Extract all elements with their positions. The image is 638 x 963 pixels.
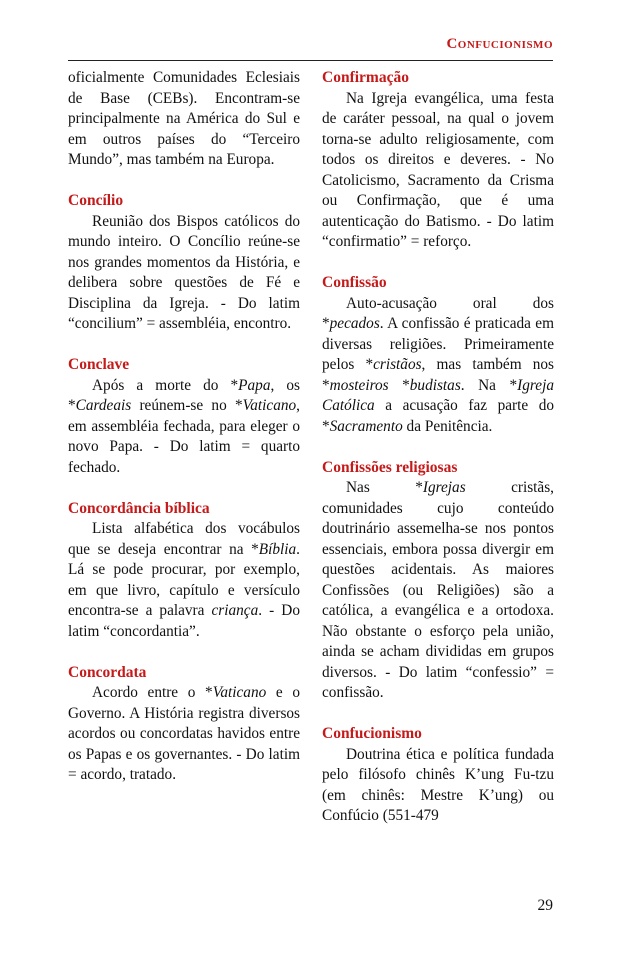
left-column <box>68 68 300 806</box>
right-column <box>322 68 554 847</box>
entry-continuation <box>68 68 300 171</box>
definition-text: Acordo entre o *Vaticano e o Governo. A História registra diversos acordos ou concordatas havidos entre os Papas e os governantes. - Do latim = acordo, tratado. <box>68 684 300 783</box>
header-rule <box>68 60 553 61</box>
definition-text: Doutrina ética e política fundada pelo filósofo chinês K’ung Fu-tzu (em chinês: Mestre K’ung) ou Confúcio (551-479 <box>322 745 554 824</box>
entry-term: Confissões religiosas <box>322 458 458 476</box>
definition-text: oficialmente Comunidades Eclesiais de Base (CEBs). Encontram-se principalmente na América do Sul e em outros países do “Terceiro Mundo”, mas também na Europa. <box>68 69 300 168</box>
definition-text: Nas *Igrejas cristãs, comunidades cujo conteúdo doutrinário assemelha-se nos pontos essenciais, embora possa divergir em questões acidentais. As maiores Confissões (ou Religiões) são a católica, a evangélica e a ortodoxa. Não obstante o esforço pela união, ainda se acham divididas em grupos diversos. - Do latim “confessio” = confissão. <box>322 479 554 701</box>
entry-term: Confirmação <box>322 69 409 86</box>
definition-text: Na Igreja evangélica, uma festa de caráter pessoal, na qual o jovem torna-se adulto religiosamente, com todos os direitos e deveres. - No Catolicismo, Sacramento da Crisma ou Confirmação, que é uma autenticação do Batismo. - Do latim “confirmatio” = reforço. <box>322 89 554 250</box>
entry-concordancia-biblica <box>68 499 300 643</box>
definition-text: Lista alfabética dos vocábulos que se deseja encontrar na *Bíblia. Lá se pode procurar, por exemplo, em que livro, capítulo e versículo encontra-se a palavra criança. - Do latim “concordantia”. <box>68 520 301 640</box>
cross-reference: cristãos <box>373 356 422 373</box>
entry-concordata <box>68 663 300 786</box>
cross-reference: budistas <box>409 376 461 394</box>
cross-reference: Papa <box>238 376 271 394</box>
entry-term: Concordata <box>68 663 147 681</box>
cross-reference: Bíblia <box>258 540 297 558</box>
cross-reference: Igreja Católica <box>322 376 554 414</box>
entry-term: Confucionismo <box>322 725 422 742</box>
cross-reference: pecados <box>329 315 380 332</box>
cross-reference: Vaticano <box>212 684 267 701</box>
page-number: 29 <box>537 897 553 914</box>
entry-conclave <box>68 355 300 478</box>
entry-confucionismo <box>322 724 554 827</box>
cross-reference: mosteiros <box>329 376 389 394</box>
cross-reference: Igrejas <box>422 479 466 496</box>
entry-term: Conclave <box>68 356 130 373</box>
entry-term: Concílio <box>68 192 124 209</box>
definition-text: Reunião dos Bispos católicos do mundo inteiro. O Concílio reúne-se nos grandes momentos da História, e delibera sobre questões de Fé e Disciplina da Igreja. - Do latim “concilium” = assembléia, encontro. <box>68 212 300 332</box>
cross-reference: Cardeais <box>75 397 132 414</box>
entry-confirmacao <box>322 68 554 253</box>
entry-confissoes-religiosas <box>322 458 554 704</box>
definition-text: Auto-acusação oral dos *pecados. A confissão é praticada em diversas religiões. Primeiramente pelos *cristãos, mas também nos *mosteiros *budistas. Na *Igreja Católica a acusação faz parte do *Sacramento da Penitência. <box>322 294 554 435</box>
entry-concilio <box>68 191 300 335</box>
cross-reference: Sacramento <box>329 417 403 435</box>
definition-text: Após a morte do *Papa, os *Cardeais reúnem-se no *Vaticano, em assembléia fechada, para eleger o novo Papa. - Do latim = quarto fechado. <box>68 376 301 476</box>
cross-reference: Vaticano <box>242 397 297 414</box>
example-word: criança <box>211 602 259 619</box>
entry-term: Confissão <box>322 274 387 291</box>
entry-confissao <box>322 273 554 437</box>
running-header: Confucionismo <box>446 36 553 52</box>
entry-term: Concordância bíblica <box>68 499 210 517</box>
